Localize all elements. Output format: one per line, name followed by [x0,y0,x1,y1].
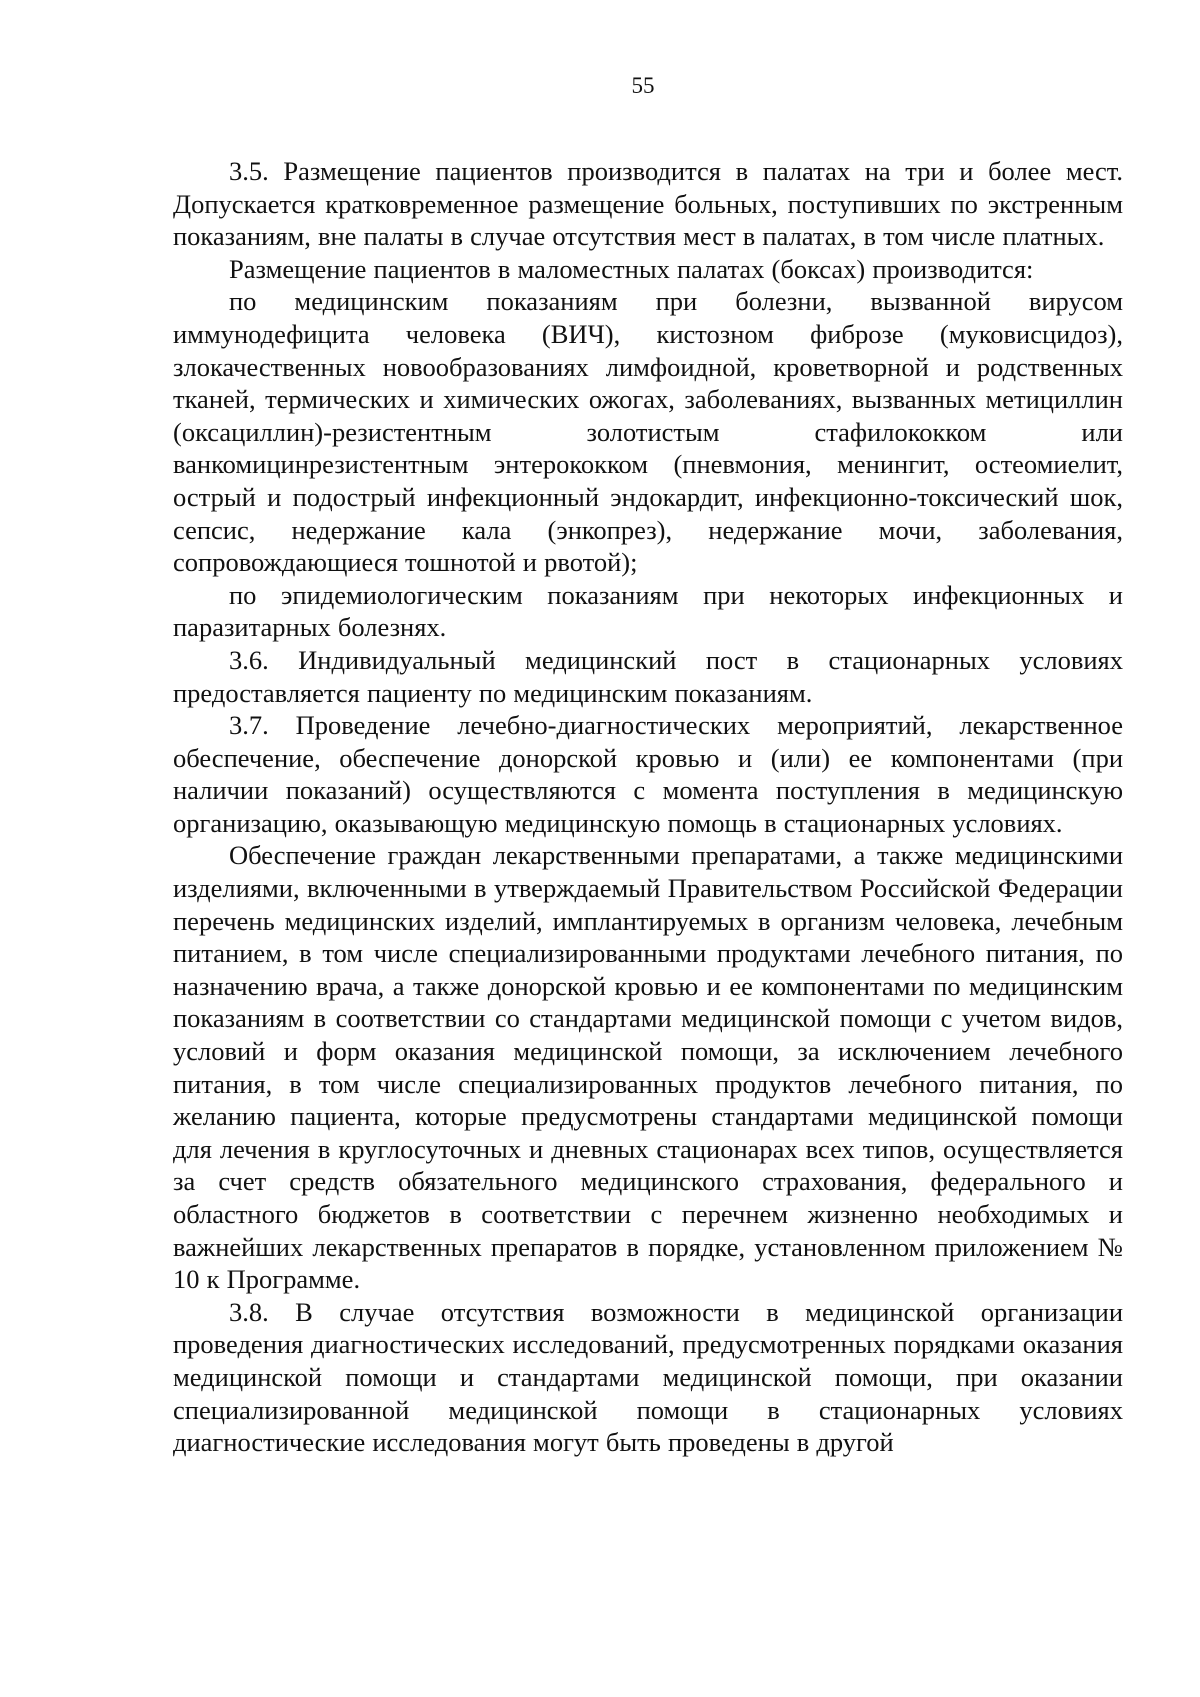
paragraph-3-6: 3.6. Индивидуальный медицинский пост в стационарных условиях предоставляется пациенту по медицинским показаниям. [173,644,1123,708]
paragraph-3-5: 3.5. Размещение пациентов производится в палатах на три и более мест. Допускается кратковременное размещение больных, поступивших по экстренным показаниям, вне палаты в случае отсутствия мест в палатах, в том числе платных. [173,156,1123,252]
paragraph-3-7: 3.7. Проведение лечебно-диагностических мероприятий, лекарственное обеспечение, обеспечение донорской кровью и (или) ее компонентами (при наличии показаний) осуществляются с момента поступления в медицинскую организацию, оказывающую медицинскую помощь в стационарных условиях. [173,710,1123,838]
paragraph-epidemiological-indications: по эпидемиологическим показаниям при некоторых инфекционных и паразитарных болезнях. [173,579,1123,643]
paragraph-drug-provision: Обеспечение граждан лекарственными препаратами, а также медицинскими изделиями, включенными в утверждаемый Правительством Российской Федерации перечень медицинских изделий, имплантируемых в организм человека, лечебным питанием, в том числе специализированными продуктами лечебного питания, по назначению врача, а также донорской кровью и ее компонентами по медицинским показаниям в соответствии со стандартами медицинской помощи с учетом видов, условий и форм оказания медицинской помощи, за исключением лечебного питания, в том числе специализированных продуктов лечебного питания, по желанию пациента, которые предусмотрены стандартами медицинской помощи для лечения в круглосуточных и дневных стационарах всех типов, осуществляется за счет средств обязательного медицинского страхования, федерального и областного бюджетов в соответствии с перечнем жизненно необходимых и важнейших лекарственных препаратов в порядке, установленном приложением № 10 к Программе. [173,840,1123,1295]
paragraph-placement-intro: Размещение пациентов в маломестных палатах (боксах) производится: [229,253,1034,284]
document-body [173,155,1123,1459]
paragraph-medical-indications: по медицинским показаниям при болезни, вызванной вирусом иммунодефицита человека (ВИЧ), кистозном фиброзе (муковисцидоз), злокачественных новообразованиях лимфоидной, кроветворной и родственных тканей, термических и химических ожогах, заболеваниях, вызванных метициллин (оксациллин)-резистентным золотистым стафилококком или ванкомицинрезистентным энтерококком (пневмония, менингит, остеомиелит, острый и подострый инфекционный эндокардит, инфекционно-токсический шок, сепсис, недержание кала (энкопрез), недержание мочи, заболевания, сопровождающиеся тошнотой и рвотой); [173,286,1123,578]
page-number: 55 [631,73,655,98]
paragraph-3-8: 3.8. В случае отсутствия возможности в медицинской организации проведения диагностических исследований, предусмотренных порядками оказания медицинской помощи и стандартами медицинской помощи, при оказании специализированной медицинской помощи в стационарных условиях диагностические исследования могут быть проведены в другой [173,1296,1123,1458]
